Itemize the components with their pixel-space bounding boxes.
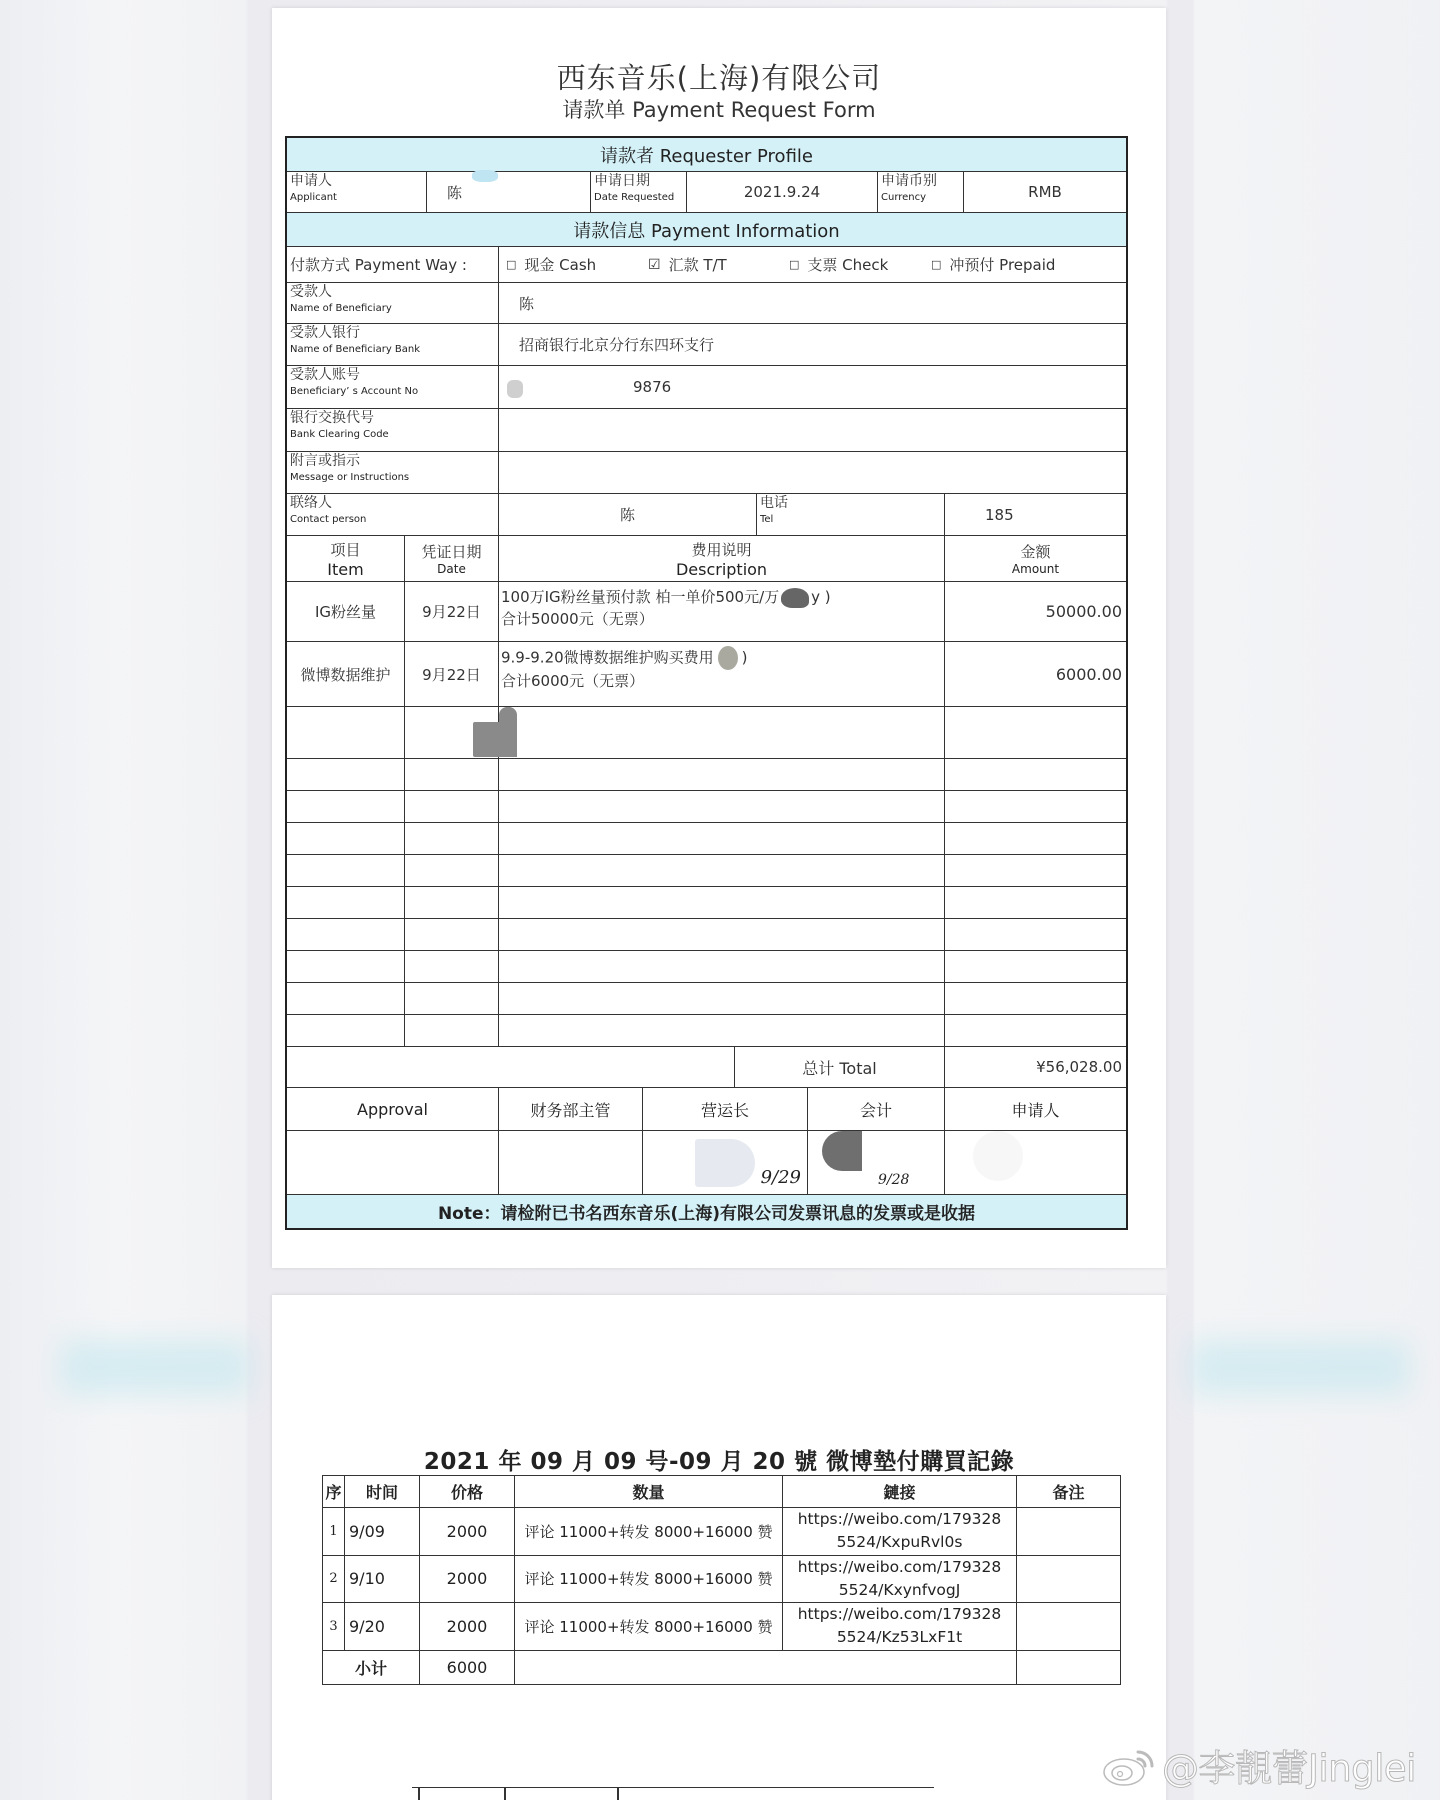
currency-value: RMB — [1028, 183, 1062, 201]
payment-information-header — [287, 213, 1126, 247]
applicant-sign-label: 申请人 — [1011, 1100, 1060, 1120]
weibo-watermark — [1100, 1738, 1416, 1792]
coo-label: 营运长 — [643, 1088, 808, 1130]
checkbox-icon[interactable]: □ — [789, 258, 800, 271]
handwritten-signature: 9/29 — [760, 1167, 801, 1188]
empty-item-row — [287, 983, 1126, 1015]
beneficiary-bank-row — [287, 324, 1126, 366]
item-description: 100万IG粉丝量预付款 柏一单价500元/万 y ) 合计50000元（无票） — [499, 582, 945, 641]
payment-request-page — [272, 8, 1166, 1268]
clearing-code-row — [287, 409, 1126, 452]
item-date: 9月22日 — [405, 642, 499, 706]
handwritten-signature: 9/28 — [878, 1172, 910, 1188]
message-label: 附言或指示 Message or Instructions — [287, 452, 499, 493]
clearing-code-label: 银行交换代号 Bank Clearing Code — [287, 409, 499, 451]
redaction-mark — [718, 646, 738, 670]
item-row-redacted — [287, 707, 1126, 759]
option-cash[interactable]: □ 现金 Cash — [506, 256, 597, 274]
item-date: 9月22日 — [405, 582, 499, 641]
account-no-value: 9876 — [499, 366, 1126, 408]
note-text: Note：请检附已书名西东音乐(上海)有限公司发票讯息的发票或是收据 — [437, 1204, 976, 1224]
contact-label: 联络人 Contact person — [287, 494, 499, 535]
weibo-link[interactable]: https://weibo.com/179328 5524/KxynfvogJ — [783, 1555, 1017, 1603]
payment-request-form — [285, 136, 1128, 1230]
watermark-text: @李靚蕾Jinglei — [1162, 1747, 1416, 1790]
contact-row — [287, 494, 1126, 536]
applicant-row — [287, 172, 1126, 213]
empty-item-row — [287, 1015, 1126, 1047]
checkbox-checked-icon[interactable]: ☑ — [648, 256, 661, 273]
subtotal-row — [323, 1650, 1121, 1684]
approval-header-row — [287, 1088, 1126, 1131]
payment-way-label: 付款方式 Payment Way : — [287, 247, 499, 282]
weibo-purchase-record-page — [272, 1295, 1166, 1800]
beneficiary-bank-label: 受款人银行 Name of Beneficiary Bank — [287, 324, 499, 365]
beneficiary-value: 陈 — [519, 294, 535, 313]
payment-way-options — [499, 247, 1126, 282]
item-amount: 6000.00 — [1055, 664, 1122, 684]
total-value: ¥56,028.00 — [1036, 1058, 1122, 1076]
message-value — [499, 452, 1126, 493]
option-check[interactable]: □ 支票 Check — [789, 256, 889, 274]
record-title: 2021 年 09 月 09 号-09 月 20 號 微博墊付購買記錄 — [423, 1449, 1015, 1475]
empty-item-row — [287, 823, 1126, 855]
next-table-top-edge — [412, 1787, 934, 1800]
subtotal-label: 小计 — [323, 1650, 420, 1684]
empty-item-row — [287, 759, 1126, 791]
empty-item-row — [287, 919, 1126, 951]
column-price: 价格 — [420, 1476, 515, 1508]
beneficiary-label: 受款人 Name of Beneficiary — [287, 283, 499, 323]
empty-item-row — [287, 855, 1126, 887]
checkbox-icon[interactable]: □ — [931, 258, 942, 271]
approval-label: Approval — [287, 1088, 499, 1130]
item-row — [287, 582, 1126, 642]
requester-profile-header — [287, 138, 1126, 172]
table-row: 3 9/20 2000 评论 11000+转发 8000+16000 赞 https://weibo.com/179328 5524/Kz53LxF1t — [323, 1603, 1121, 1651]
finance-head-label: 财务部主管 — [499, 1088, 643, 1130]
account-no-label: 受款人账号 Beneficiary’ s Account No — [287, 366, 499, 408]
applicant-label: 申请人 Applicant — [287, 172, 427, 212]
total-row — [287, 1047, 1126, 1088]
contact-value: 陈 — [499, 494, 757, 535]
redaction-mark — [507, 380, 523, 398]
table-row: 2 9/10 2000 评论 11000+转发 8000+16000 赞 https://weibo.com/179328 5524/KxynfvogJ — [323, 1555, 1121, 1603]
signature-coo — [643, 1131, 808, 1194]
item-name: IG粉丝量 — [287, 582, 405, 641]
date-requested-value: 2021.9.24 — [687, 172, 878, 212]
column-description: 费用说明 Description — [499, 536, 945, 581]
weibo-logo-icon — [1100, 1742, 1162, 1788]
beneficiary-bank-value: 招商银行北京分行东四环支行 — [519, 336, 715, 354]
message-row — [287, 452, 1126, 494]
signature-applicant — [945, 1131, 1126, 1194]
section-title: 请款信息 Payment Information — [573, 220, 840, 242]
empty-item-row — [287, 887, 1126, 919]
option-tt[interactable]: ☑ 汇款 T/T — [648, 256, 727, 274]
table-row: 1 9/09 2000 评论 11000+转发 8000+16000 赞 https://weibo.com/179328 5524/KxpuRvl0s — [323, 1508, 1121, 1556]
column-link: 鏈接 — [783, 1476, 1017, 1508]
column-amount: 金额 Amount — [1011, 543, 1060, 576]
column-item: 项目 Item — [287, 536, 405, 581]
column-quantity: 数量 — [515, 1476, 783, 1508]
column-no: 序 — [323, 1476, 345, 1508]
checkbox-icon[interactable]: □ — [506, 258, 517, 271]
redaction-mark — [973, 1131, 1023, 1181]
background-blur-band — [1190, 1340, 1410, 1395]
items-header-row — [287, 536, 1126, 582]
weibo-link[interactable]: https://weibo.com/179328 5524/Kz53LxF1t — [783, 1603, 1017, 1651]
signature-approval — [287, 1131, 499, 1194]
signature-finance — [499, 1131, 643, 1194]
accountant-label: 会计 — [808, 1088, 945, 1130]
redaction-mark — [472, 170, 498, 182]
currency-label: 申请币别 Currency — [878, 172, 964, 212]
column-time: 时间 — [345, 1476, 420, 1508]
empty-item-row — [287, 951, 1126, 983]
note-bar — [287, 1195, 1126, 1228]
redaction-mark — [781, 588, 809, 608]
purchase-record-table — [322, 1475, 1121, 1685]
option-prepaid[interactable]: □ 冲预付 Prepaid — [931, 256, 1056, 274]
redaction-mark — [822, 1131, 862, 1171]
signature-row — [287, 1131, 1126, 1195]
weibo-link[interactable]: https://weibo.com/179328 5524/KxpuRvl0s — [783, 1508, 1017, 1556]
table-header-row — [323, 1476, 1121, 1508]
tel-label: 电话 Tel — [757, 494, 945, 535]
company-name: 西东音乐(上海)有限公司 — [556, 61, 882, 95]
section-title: 请款者 Requester Profile — [599, 145, 813, 167]
column-remark: 备注 — [1017, 1476, 1121, 1508]
date-requested-label: 申请日期 Date Requested — [591, 172, 687, 212]
account-no-row — [287, 366, 1126, 409]
redaction-mark — [695, 1139, 755, 1187]
beneficiary-row — [287, 283, 1126, 324]
clearing-code-value — [499, 409, 1126, 451]
form-title: 请款单 Payment Request Form — [562, 98, 876, 122]
redaction-mark — [499, 707, 517, 757]
column-date: 凭证日期 Date — [405, 536, 499, 581]
subtotal-value: 6000 — [420, 1650, 515, 1684]
applicant-value: 陈 — [427, 172, 591, 212]
payment-way-row — [287, 247, 1126, 283]
item-description: 9.9-9.20微博数据维护购买费用 ) 合计6000元（无票） — [499, 642, 945, 706]
total-label: 总计 Total — [735, 1047, 945, 1087]
item-amount: 50000.00 — [1045, 602, 1122, 621]
empty-item-row — [287, 791, 1126, 823]
signature-accountant — [808, 1131, 945, 1194]
background-blur-band — [60, 1340, 250, 1395]
item-row — [287, 642, 1126, 707]
item-name: 微博数据维护 — [287, 642, 405, 706]
tel-value: 185 — [985, 505, 1014, 524]
